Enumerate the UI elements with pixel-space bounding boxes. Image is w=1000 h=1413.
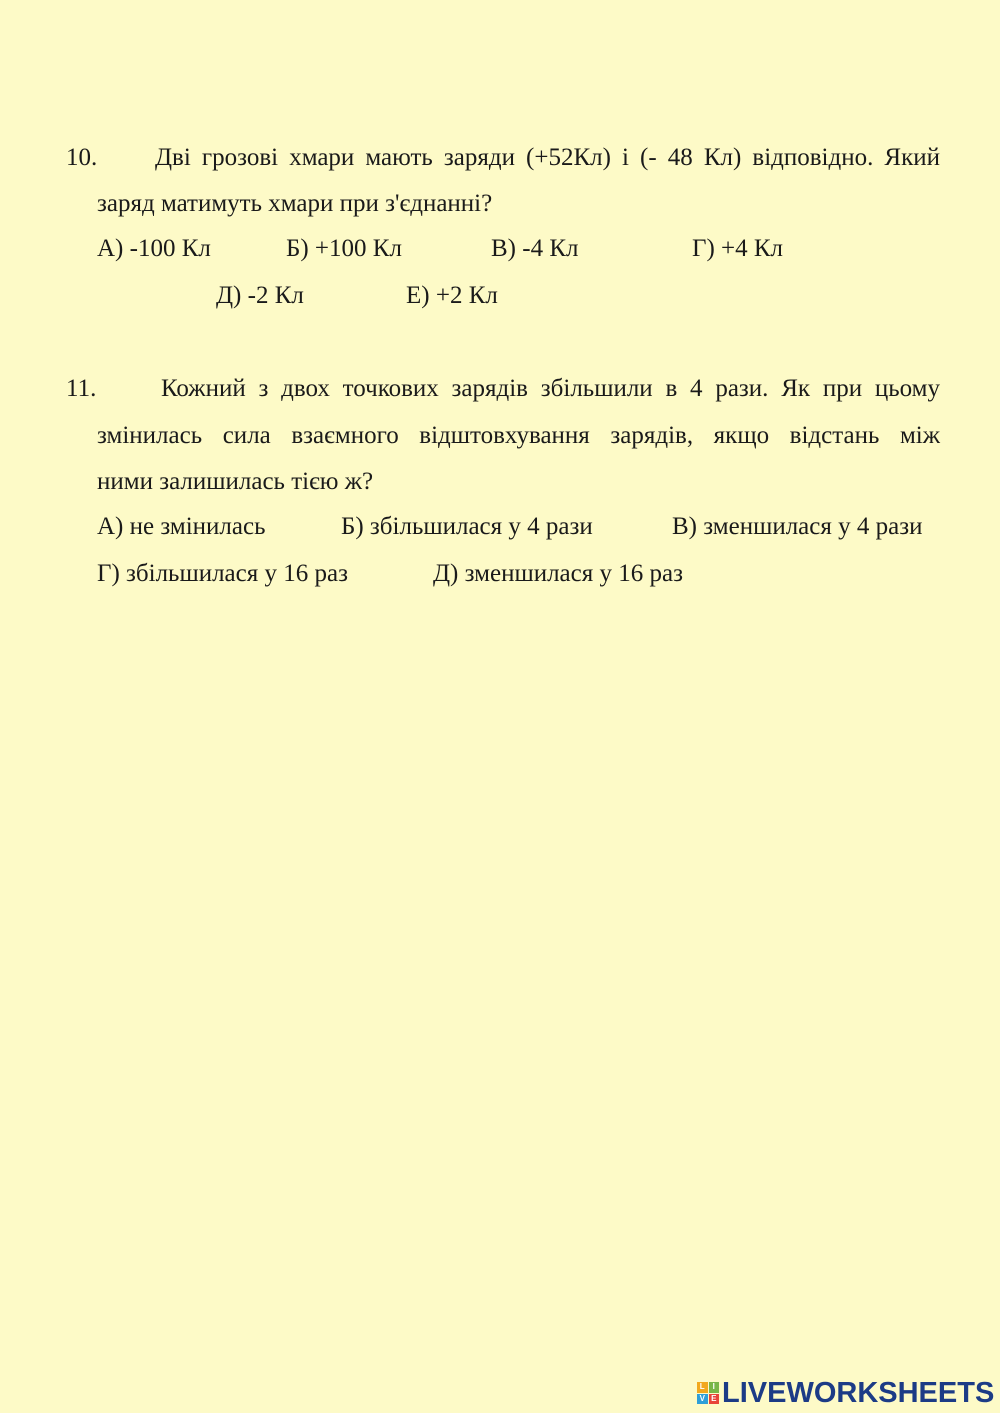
question-10-option-v[interactable]: В) -4 Кл (491, 235, 579, 262)
question-11-text-line1: Кожний з двох точкових зарядів збільшили в 4 рази. Як при цьому (161, 375, 940, 402)
liveworksheets-logo (697, 1378, 994, 1408)
question-11-number: 11. (66, 375, 97, 402)
logo-tile: L (697, 1382, 708, 1393)
question-11-option-v[interactable]: В) зменшилася у 4 рази (672, 513, 923, 540)
question-11-option-g[interactable]: Г) збільшилася у 16 раз (97, 560, 348, 587)
logo-text: LIVEWORKSHEETS (722, 1376, 995, 1409)
question-10-option-d[interactable]: Д) -2 Кл (216, 282, 304, 309)
question-11-text-line3: ними залишилась тією ж? (97, 468, 374, 495)
question-10-option-g[interactable]: Г) +4 Кл (692, 235, 784, 262)
question-10-option-a[interactable]: А) -100 Кл (97, 235, 211, 262)
question-10-option-e[interactable]: Е) +2 Кл (406, 282, 498, 309)
logo-tile: V (697, 1394, 708, 1405)
logo-tiles-icon (697, 1382, 719, 1404)
question-10-number: 10. (66, 144, 98, 171)
question-11-option-a[interactable]: А) не змінилась (97, 513, 266, 540)
question-11-option-b[interactable]: Б) збільшилася у 4 рази (341, 513, 593, 540)
logo-tile: E (709, 1394, 720, 1405)
question-10-text-line1: Дві грозові хмари мають заряди (+52Кл) і (- 48 Кл) відповідно. Який (155, 144, 940, 171)
question-10-option-b[interactable]: Б) +100 Кл (286, 235, 402, 262)
question-11-option-d[interactable]: Д) зменшилася у 16 раз (433, 560, 683, 587)
question-11-text-line2: змінилась сила взаємного відштовхування зарядів, якщо відстань між (97, 422, 940, 449)
logo-tile: I (709, 1382, 720, 1393)
question-10-text-line2: заряд матимуть хмари при з'єднанні? (97, 190, 493, 217)
